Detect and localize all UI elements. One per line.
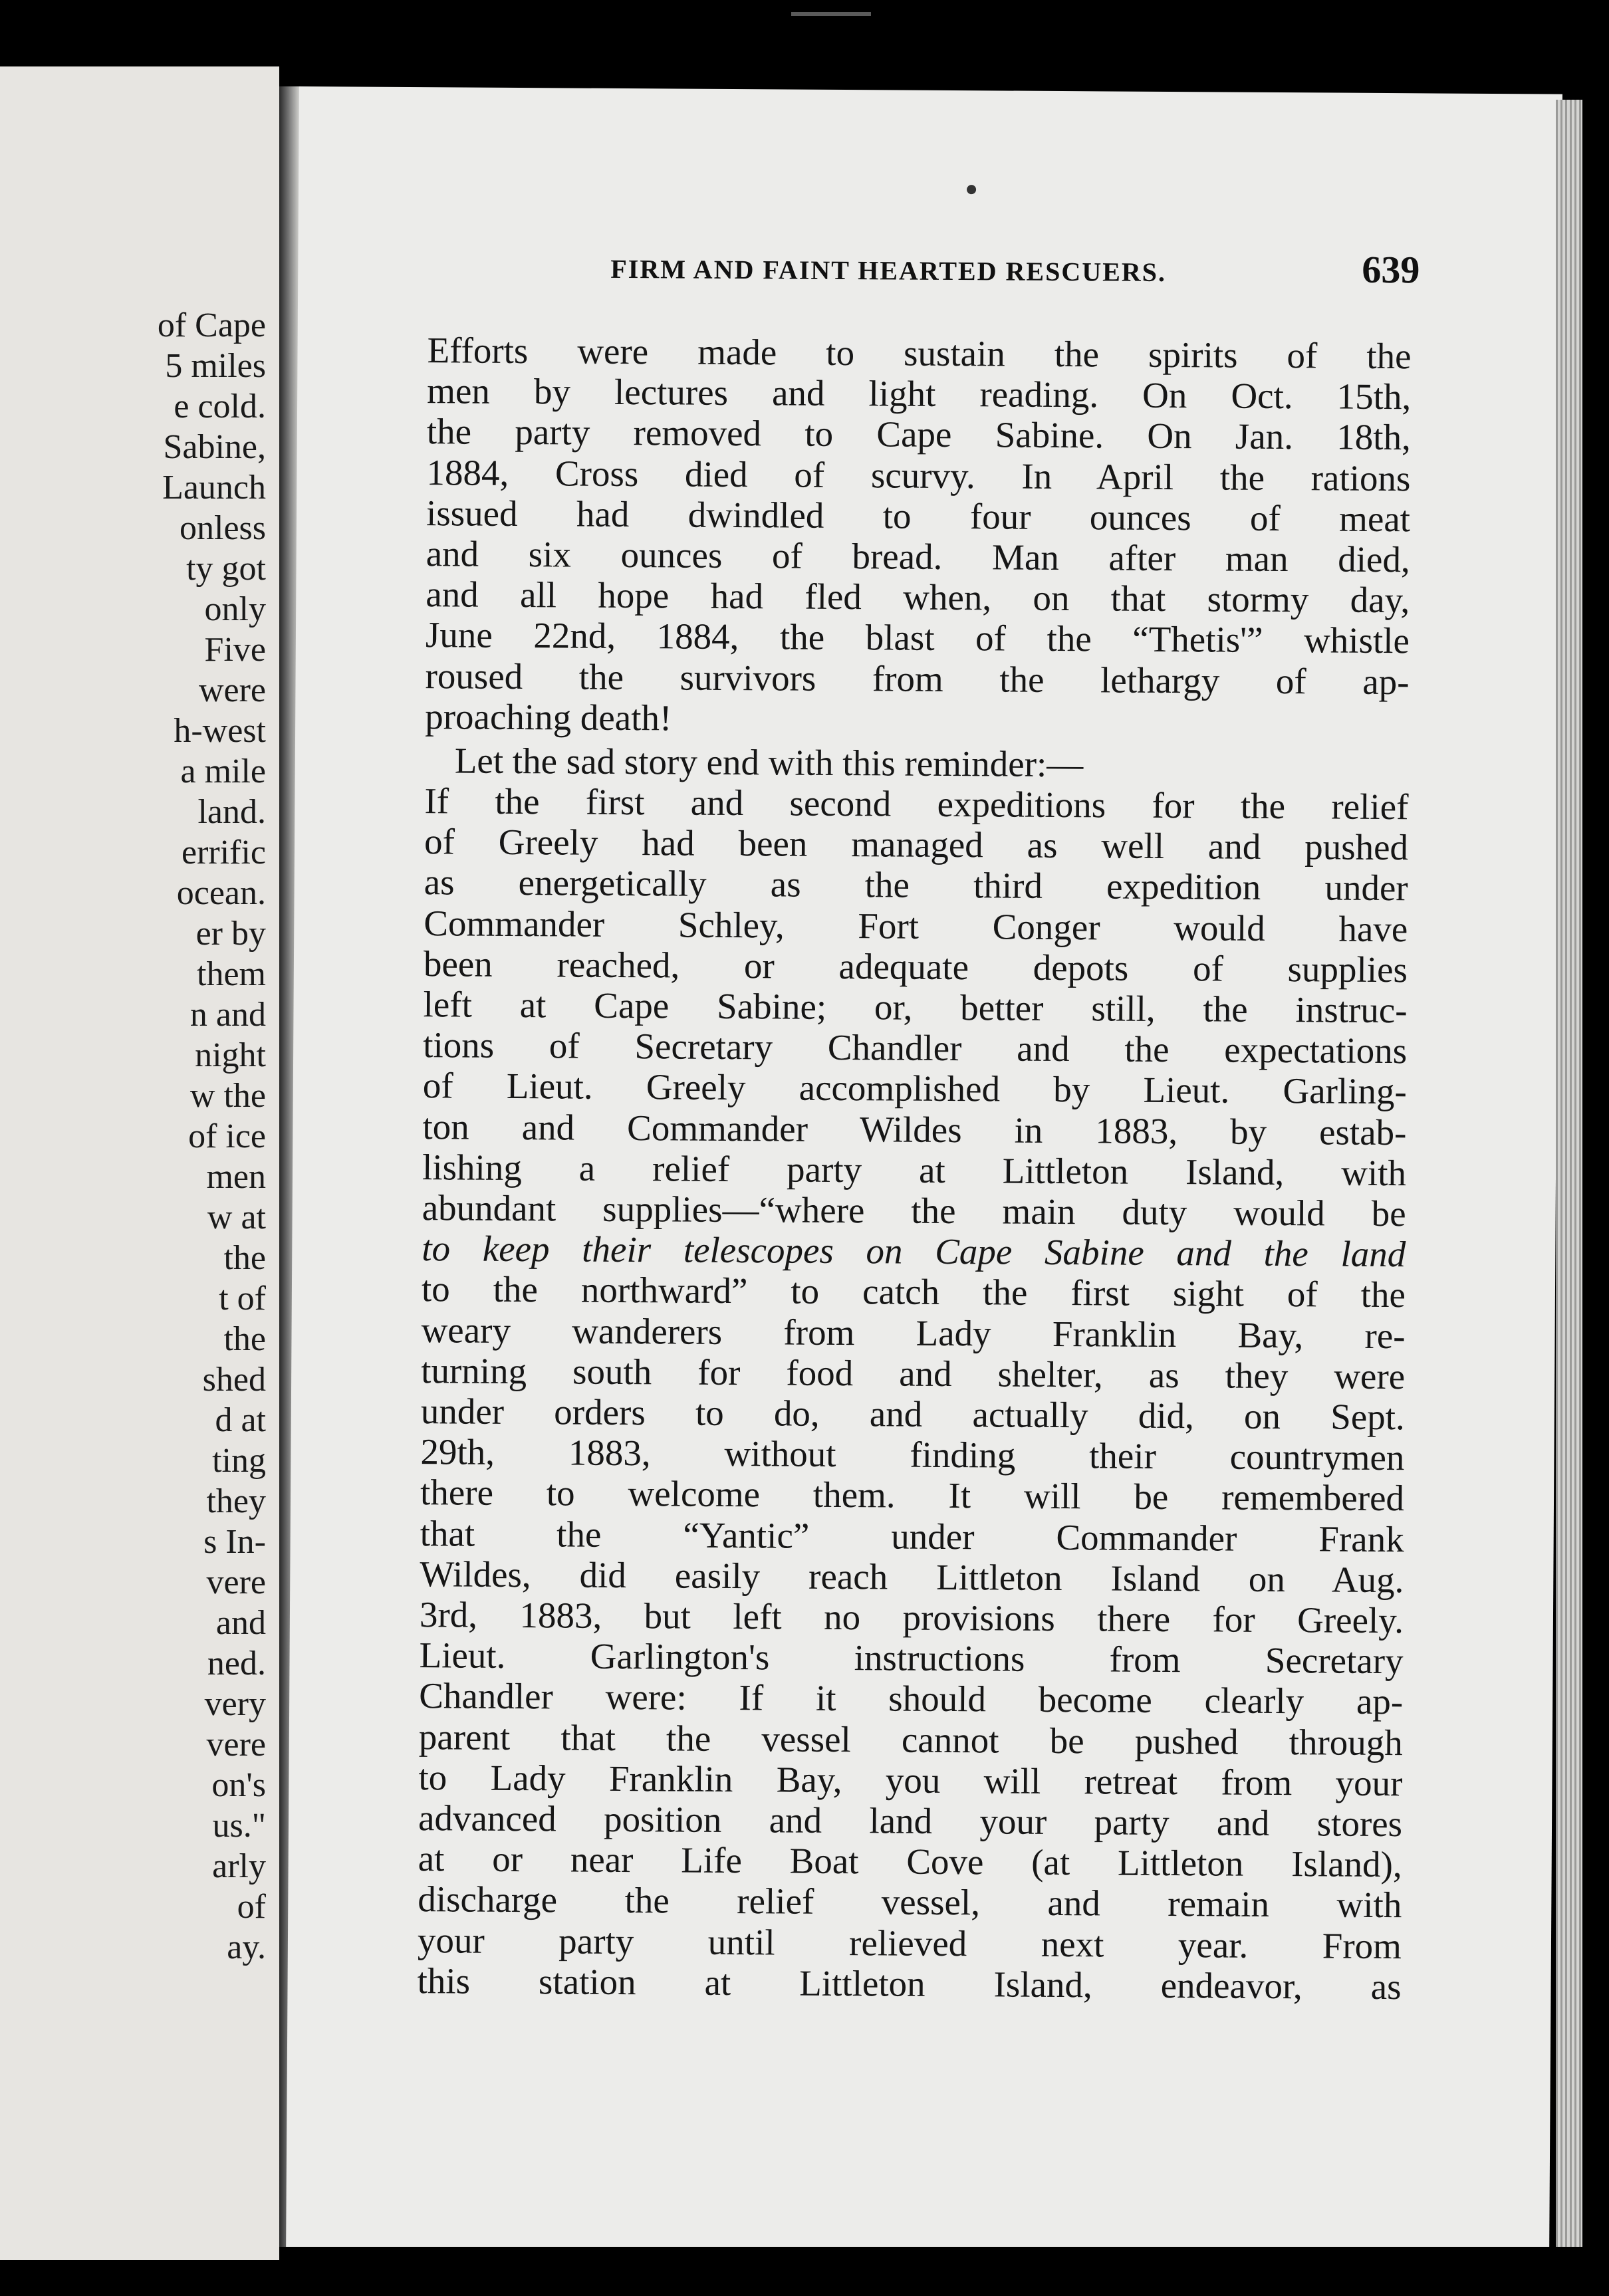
left-fragment-line: errific: [181, 834, 266, 871]
body-line: turning south for food and shelter, as they were: [421, 1349, 1406, 1397]
left-fragment-line: of ice: [188, 1117, 266, 1155]
body-line: abundant supplies—“where the main duty would be: [422, 1187, 1406, 1234]
bottom-shadow: [279, 2247, 1582, 2296]
printer-mark: [967, 185, 976, 194]
left-fragment-line: the: [223, 1320, 266, 1358]
left-fragment-line: very: [204, 1685, 266, 1723]
left-fragment-line: w the: [189, 1077, 266, 1115]
left-fragment-line: shed: [202, 1361, 266, 1399]
left-fragment-line: on's: [211, 1766, 266, 1804]
left-fragment-line: 5 miles: [165, 347, 266, 385]
left-fragment-line: a mile: [180, 752, 266, 790]
body-line: tions of Secretary Chandler and the expectations: [423, 1024, 1408, 1072]
left-fragment-line: t of: [219, 1280, 266, 1318]
body-line: ton and Commander Wildes in 1883, by estab-: [422, 1105, 1407, 1153]
left-fragment-line: and: [215, 1604, 266, 1642]
left-fragment-line: only: [204, 590, 266, 628]
left-fragment-line: ting: [212, 1442, 266, 1480]
body-line: 3rd, 1883, but left no provisions there for Greely.: [419, 1594, 1404, 1641]
left-fragment-line: ocean.: [176, 874, 266, 912]
left-fragment-line: Launch: [162, 469, 266, 507]
left-fragment-line: s In-: [203, 1523, 266, 1561]
body-line: weary wanderers from Lady Franklin Bay, re-: [421, 1309, 1406, 1356]
body-line: Efforts were made to sustain the spirits of the: [427, 330, 1412, 377]
left-fragment-line: onless: [180, 509, 266, 547]
body-line: Commander Schley, Fort Conger would have: [424, 902, 1408, 949]
left-fragment-line: they: [206, 1482, 266, 1520]
body-line: to the northward” to catch the first sight of the: [421, 1268, 1406, 1316]
scan-artifact: [791, 12, 871, 16]
left-fragment-line: night: [195, 1036, 266, 1074]
left-fragment-line: were: [198, 671, 266, 709]
left-fragment-line: d at: [215, 1401, 266, 1439]
left-fragment-line: vere: [206, 1563, 266, 1601]
left-fragment-line: us.": [212, 1807, 266, 1845]
left-fragment-line: h-west: [174, 712, 266, 750]
body-line: to Lady Franklin Bay, you will retreat from your: [418, 1756, 1403, 1803]
body-line: at or near Life Boat Cove (at Littleton Island),: [418, 1838, 1402, 1885]
left-fragment-line: of: [237, 1888, 266, 1926]
body-line: lishing a relief party at Littleton Island, with: [422, 1146, 1407, 1193]
body-line: roused the survivors from the lethargy of ap-: [425, 655, 1410, 702]
left-fragment-line: er by: [195, 915, 266, 953]
body-line: this station at Littleton Island, endeavor, as: [417, 1960, 1402, 2007]
left-fragment-line: n and: [189, 996, 266, 1034]
left-fragment-line: Five: [204, 631, 266, 669]
left-fragment-line: them: [197, 955, 266, 993]
body-line: If the first and second expeditions for the relief: [424, 780, 1409, 828]
running-head: FIRM AND FAINT HEARTED RESCUERS.: [610, 253, 1167, 287]
left-fragment-line: e cold.: [174, 388, 266, 425]
left-fragment-line: vere: [206, 1726, 266, 1764]
body-line: of Greely had been managed as well and pushed: [424, 821, 1409, 868]
body-line: advanced position and land your party and stores: [418, 1797, 1403, 1845]
body-line: Let the sad story end with this reminder:—: [454, 740, 1084, 785]
body-text: [417, 330, 1412, 2007]
body-line: and six ounces of bread. Man after man died,: [426, 533, 1410, 580]
page-edges: [1556, 100, 1582, 2253]
body-line: June 22nd, 1884, the blast of the “Thetis'” whistle: [425, 614, 1410, 661]
left-fragment-line: arly: [212, 1847, 266, 1885]
left-fragment-line: Sabine,: [163, 428, 266, 466]
left-fragment-line: ty got: [186, 550, 266, 588]
body-line: there to welcome them. It will be remembered: [420, 1472, 1405, 1519]
body-line: the party removed to Cape Sabine. On Jan. 18th,: [426, 411, 1411, 458]
body-line: proaching death!: [425, 695, 672, 739]
body-line: under orders to do, and actually did, on Sept.: [420, 1391, 1405, 1438]
body-line: been reached, or adequate depots of supplies: [423, 943, 1408, 990]
body-line: issued had dwindled to four ounces of meat: [426, 492, 1411, 540]
right-page: [286, 86, 1562, 2261]
body-line: 29th, 1883, without finding their countrymen: [420, 1431, 1405, 1478]
body-line: to keep their telescopes on Cape Sabine and the land: [422, 1228, 1406, 1275]
body-line: as energetically as the third expedition under: [424, 861, 1408, 909]
page-number: 639: [1362, 247, 1420, 292]
body-line: of Lieut. Greely accomplished by Lieut. Garling-: [422, 1065, 1407, 1112]
body-line: Chandler were: If it should become clearly ap-: [419, 1675, 1404, 1722]
left-fragment-line: the: [223, 1239, 266, 1277]
body-line: parent that the vessel cannot be pushed through: [418, 1716, 1403, 1763]
left-fragment-line: ay.: [227, 1928, 266, 1966]
body-line: and all hope had fled when, on that stormy day,: [426, 574, 1410, 621]
body-line: your party until relieved next year. From: [417, 1919, 1402, 1966]
body-line: 1884, Cross died of scurvy. In April the rations: [426, 451, 1411, 499]
body-line: discharge the relief vessel, and remain with: [418, 1879, 1402, 1926]
left-fragment-line: land.: [197, 793, 266, 831]
left-fragment-line: w at: [207, 1199, 266, 1236]
body-line: men by lectures and light reading. On Oct. 15th,: [427, 370, 1412, 417]
body-line: that the “Yantic” under Commander Frank: [420, 1512, 1404, 1559]
left-fragment-line: men: [206, 1158, 266, 1196]
body-line: Wildes, did easily reach Littleton Island on Aug.: [420, 1553, 1404, 1600]
left-page: [0, 66, 279, 2260]
left-fragment-line: of Cape: [157, 306, 266, 344]
body-line: left at Cape Sabine; or, better still, the instruc-: [423, 984, 1408, 1031]
body-line: Lieut. Garlington's instructions from Secretary: [419, 1635, 1404, 1682]
left-fragment-line: ned.: [207, 1645, 266, 1682]
